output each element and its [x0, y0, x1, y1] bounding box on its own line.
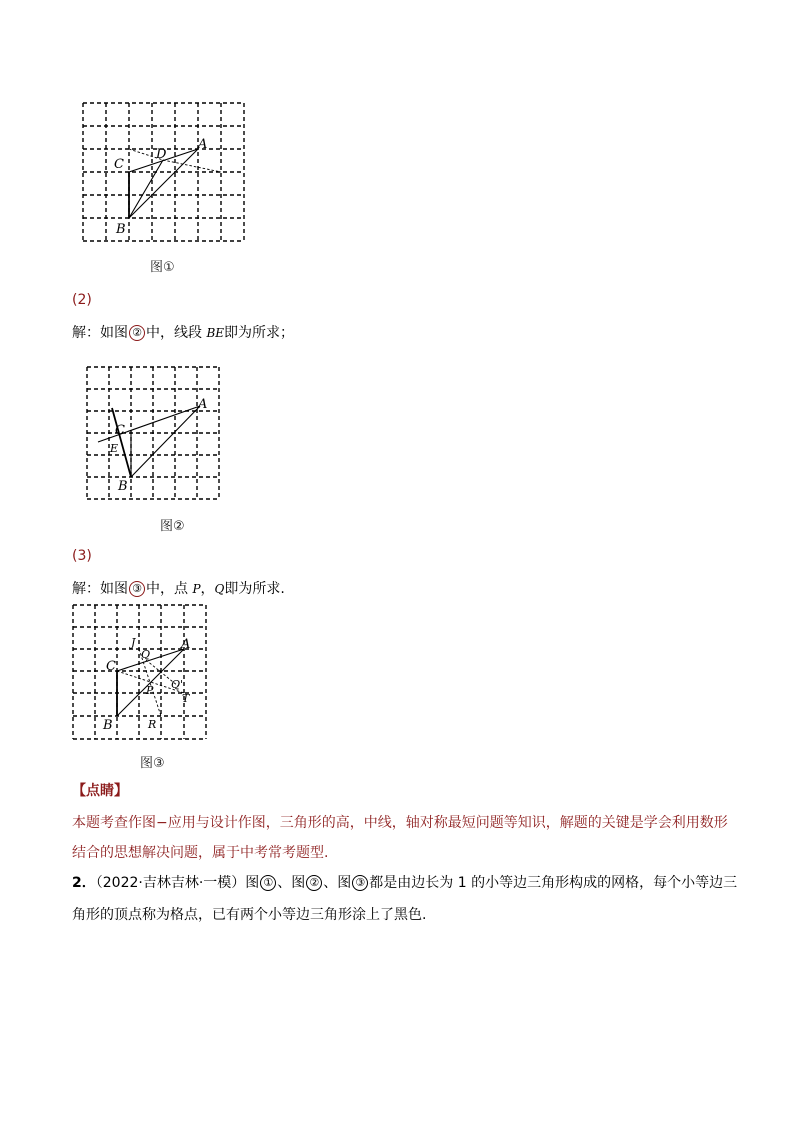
label-J: J: [131, 636, 136, 649]
segment-AB: [131, 406, 200, 477]
part-3-solution: 解：如图 ③ 中，点 P，Q即为所求.: [72, 581, 285, 597]
figure-1: [80, 100, 250, 250]
figure-2: [84, 364, 229, 509]
figure-2-grid: [87, 367, 219, 499]
label-B: B: [103, 718, 113, 733]
figure-3-grid: [73, 605, 206, 739]
part-3-number: (3): [72, 548, 92, 564]
label-C: C: [114, 157, 124, 172]
figure-1-caption: 图①: [150, 260, 175, 275]
problem-2-line-1: 2．（2022·吉林吉林·一模）图 ① 、图 ② 、图 ③ 都是由边长为 1 的小等边三角形构成的网格，每个小等边三: [72, 875, 738, 891]
label-P: P: [146, 684, 154, 697]
label-C: C: [115, 423, 125, 438]
part-2-number: (2): [72, 292, 92, 308]
point-q: Q: [214, 582, 225, 596]
problem-2-line-2: 角形的顶点称为格点，已有两个小等边三角形涂上了黑色.: [72, 907, 427, 923]
figure-2-diagram: [84, 364, 229, 509]
label-A: A: [198, 397, 208, 412]
figure-3-diagram: [70, 602, 215, 747]
label-R: R: [148, 718, 157, 731]
figure-1-diagram: [80, 100, 250, 250]
part-2-solution: 解：如图 ② 中，线段 BE即为所求；: [72, 325, 295, 341]
figure-3: [70, 602, 215, 747]
comment-line-1: 本题考查作图−应用与设计作图，三角形的高，中线，轴对称最短问题等知识，解题的关键是学会利用数形: [72, 815, 728, 831]
figure-3-caption: 图③: [140, 756, 165, 771]
figure-ref-3: ③: [129, 581, 145, 597]
segment-AC: [117, 649, 184, 671]
label-D: D: [156, 147, 167, 162]
figure-2-caption: 图②: [160, 519, 185, 534]
comment-line-2: 结合的思想解决问题，属于中考常考题型.: [72, 845, 329, 861]
point-p: P: [192, 582, 201, 596]
comment-heading: 【点睛】: [72, 783, 128, 799]
segment-name: BE: [206, 326, 225, 340]
label-T: T: [182, 692, 190, 705]
label-A: A: [198, 137, 208, 152]
label-A: A: [181, 637, 191, 652]
label-C: C: [106, 659, 116, 674]
figure-ref-2: ②: [129, 325, 145, 341]
label-B: B: [116, 222, 126, 237]
label-E: E: [110, 442, 119, 455]
aux-line-2: [163, 160, 221, 172]
label-B: B: [118, 479, 128, 494]
label-Q-prime: Q': [171, 678, 184, 691]
figure-1-grid: [83, 103, 244, 241]
label-Q: Q: [141, 648, 151, 661]
